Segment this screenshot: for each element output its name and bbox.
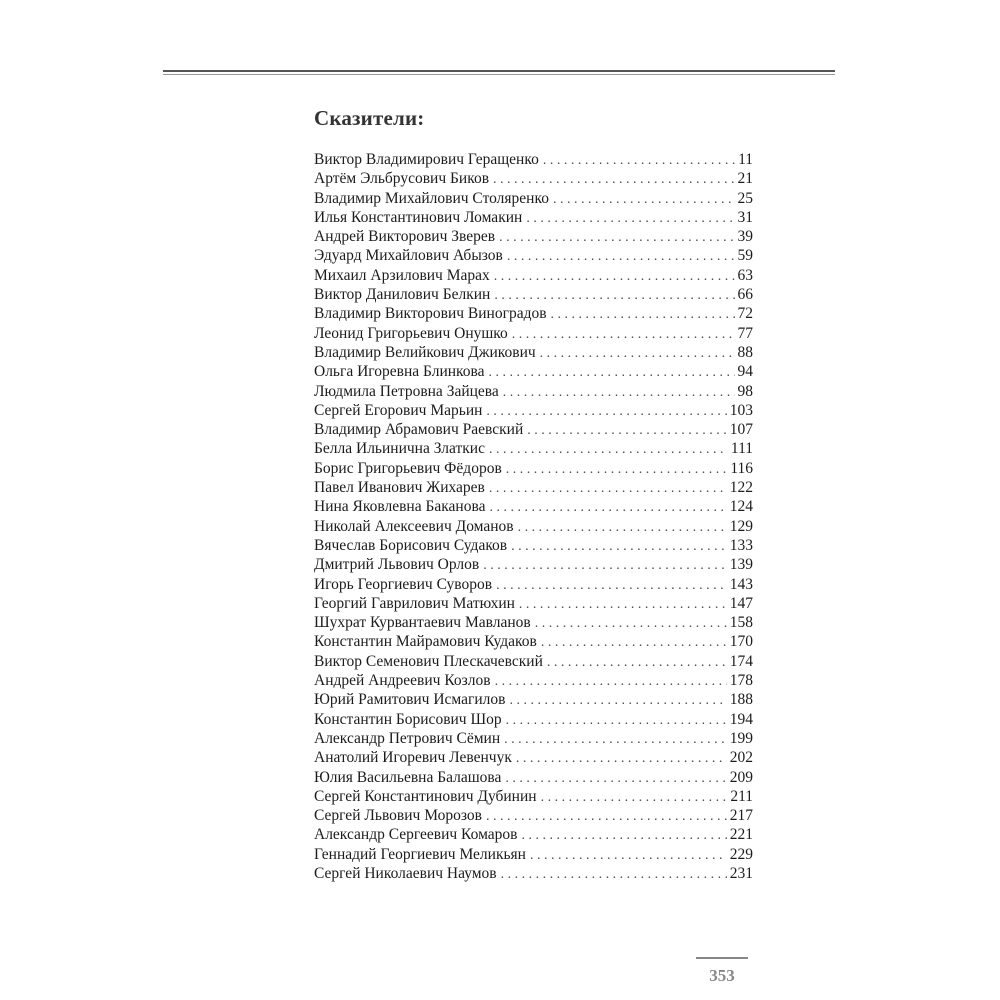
toc-entry-page: 178 (729, 672, 753, 690)
toc-entry-name: Геннадий Георгиевич Меликьян (314, 845, 526, 863)
toc-entry-page: 122 (729, 479, 753, 497)
toc-dot-leader (489, 479, 727, 498)
toc-entry-page: 31 (737, 208, 753, 226)
toc-entry (314, 632, 753, 651)
toc-entry-page: 66 (737, 286, 753, 304)
toc-dot-leader (512, 325, 735, 344)
toc-entry-page: 147 (729, 594, 753, 612)
toc-entry (314, 787, 753, 806)
toc-entry-name: Ольга Игоревна Блинкова (314, 363, 485, 381)
toc-entry-name: Сергей Егорович Марьин (314, 401, 483, 419)
table-of-contents (314, 150, 753, 883)
toc-entry-page: 194 (729, 710, 753, 728)
toc-entry (314, 729, 753, 748)
toc-entry (314, 246, 753, 265)
toc-entry-name: Эдуард Михайлович Абызов (314, 247, 503, 265)
toc-entry-name: Александр Петрович Сёмин (314, 729, 501, 747)
toc-entry-name: Анатолий Игоревич Левенчук (314, 749, 512, 767)
toc-dot-leader (506, 711, 727, 730)
toc-entry-page: 11 (738, 151, 753, 168)
toc-entry-name: Нина Яковлевна Баканова (314, 498, 486, 516)
toc-entry (314, 382, 753, 401)
toc-entry-name: Михаил Арзилович Марах (314, 266, 490, 284)
toc-entry-name: Константин Борисович Шор (314, 710, 502, 728)
toc-entry-page: 188 (729, 691, 753, 709)
toc-dot-leader (486, 402, 726, 421)
toc-entry-name: Сергей Константинович Дубинин (314, 787, 537, 805)
toc-dot-leader (494, 267, 735, 286)
toc-entry (314, 150, 753, 169)
header-rule (163, 70, 835, 72)
toc-entry-name: Людмила Петровна Зайцева (314, 382, 499, 400)
toc-entry-name: Андрей Андреевич Козлов (314, 672, 491, 690)
toc-dot-leader (483, 556, 727, 575)
toc-entry-page: 217 (729, 807, 753, 825)
toc-dot-leader (526, 209, 734, 228)
toc-entry-name: Леонид Григорьевич Онушко (314, 324, 508, 342)
toc-entry-name: Юлия Васильевна Балашова (314, 768, 502, 786)
toc-entry (314, 169, 753, 188)
toc-entry (314, 575, 753, 594)
toc-entry-name: Андрей Викторович Зверев (314, 228, 496, 246)
toc-entry-page: 139 (729, 556, 753, 574)
toc-entry-page: 72 (737, 305, 753, 323)
section-title: Сказители: (314, 106, 425, 130)
toc-entry-name: Артём Эльбрусович Биков (314, 170, 490, 188)
toc-entry-name: Шухрат Курвантаевич Мавланов (314, 614, 531, 632)
toc-dot-leader (509, 691, 726, 710)
toc-dot-leader (540, 344, 735, 363)
toc-entry-name: Владимир Михайлович Столяренко (314, 189, 549, 207)
toc-entry (314, 420, 753, 439)
toc-entry-page: 202 (729, 749, 753, 767)
toc-dot-leader (553, 190, 735, 209)
toc-entry (314, 748, 753, 767)
toc-entry (314, 324, 753, 343)
toc-entry (314, 864, 753, 883)
toc-entry (314, 304, 753, 323)
toc-dot-leader (541, 633, 727, 652)
toc-entry-name: Николай Алексеевич Доманов (314, 517, 514, 535)
toc-dot-leader (496, 576, 727, 595)
toc-dot-leader (535, 614, 727, 633)
toc-dot-leader (507, 247, 735, 266)
toc-dot-leader (489, 363, 735, 382)
toc-dot-leader (543, 151, 735, 170)
toc-dot-leader (501, 865, 727, 884)
toc-entry (314, 652, 753, 671)
toc-entry-name: Сергей Николаевич Наумов (314, 864, 497, 882)
toc-dot-leader (527, 421, 727, 440)
toc-entry-page: 133 (729, 536, 753, 554)
toc-entry-page: 21 (737, 170, 753, 188)
toc-entry-name: Виктор Данилович Белкин (314, 286, 491, 304)
toc-dot-leader (505, 769, 726, 788)
toc-entry-page: 77 (737, 324, 753, 342)
toc-entry (314, 497, 753, 516)
toc-entry-name: Сергей Львович Морозов (314, 807, 482, 825)
toc-entry-name: Дмитрий Львович Орлов (314, 556, 480, 574)
toc-entry-page: 199 (729, 729, 753, 747)
toc-entry (314, 845, 753, 864)
toc-entry-name: Юрий Рамитович Исмагилов (314, 691, 506, 709)
toc-entry-page: 111 (730, 440, 753, 458)
toc-entry-page: 63 (737, 266, 753, 284)
toc-entry-name: Александр Сергеевич Комаров (314, 826, 518, 844)
toc-entry (314, 825, 753, 844)
toc-entry-name: Вячеслав Борисович Судаков (314, 536, 508, 554)
toc-entry (314, 806, 753, 825)
toc-entry (314, 768, 753, 787)
toc-entry (314, 227, 753, 246)
page-number: 353 (709, 966, 735, 985)
toc-dot-leader (518, 518, 727, 537)
toc-dot-leader (541, 788, 728, 807)
toc-entry-page: 59 (737, 247, 753, 265)
toc-entry-page: 158 (729, 614, 753, 632)
toc-entry-page: 231 (729, 864, 753, 882)
toc-entry-name: Константин Майрамович Кудаков (314, 633, 537, 651)
toc-entry-name: Владимир Абрамович Раевский (314, 421, 524, 439)
toc-entry-page: 143 (729, 575, 753, 593)
toc-entry (314, 594, 753, 613)
toc-entry (314, 671, 753, 690)
toc-dot-leader (521, 826, 726, 845)
toc-dot-leader (489, 440, 728, 459)
toc-dot-leader (504, 730, 727, 749)
toc-entry (314, 362, 753, 381)
toc-entry (314, 536, 753, 555)
toc-entry-name: Владимир Викторович Виноградов (314, 305, 547, 323)
toc-entry-name: Игорь Георгиевич Суворов (314, 575, 493, 593)
toc-dot-leader (489, 498, 726, 517)
toc-entry (314, 189, 753, 208)
toc-dot-leader (519, 595, 727, 614)
toc-entry-name: Виктор Владимирович Геращенко (314, 151, 539, 168)
toc-entry-page: 94 (737, 363, 753, 381)
toc-entry-page: 174 (729, 652, 753, 670)
toc-entry-name: Георгий Гаврилович Матюхин (314, 594, 515, 612)
toc-dot-leader (516, 749, 727, 768)
toc-entry (314, 285, 753, 304)
toc-dot-leader (506, 460, 728, 479)
toc-entry-page: 103 (729, 401, 753, 419)
toc-dot-leader (493, 170, 734, 189)
toc-entry (314, 459, 753, 478)
toc-entry (314, 208, 753, 227)
toc-entry (314, 517, 753, 536)
toc-entry-name: Борис Григорьевич Фёдоров (314, 459, 502, 477)
toc-entry (314, 690, 753, 709)
toc-entry-page: 116 (730, 459, 753, 477)
toc-dot-leader (486, 807, 727, 826)
toc-entry-page: 209 (729, 768, 753, 786)
toc-entry-page: 107 (729, 421, 753, 439)
toc-entry (314, 478, 753, 497)
toc-dot-leader (551, 305, 735, 324)
toc-entry-name: Виктор Семенович Плескачевский (314, 652, 543, 670)
toc-entry (314, 266, 753, 285)
toc-entry-name: Владимир Велийкович Джикович (314, 343, 536, 361)
toc-entry-page: 124 (729, 498, 753, 516)
toc-dot-leader (499, 228, 734, 247)
toc-entry (314, 710, 753, 729)
toc-entry-page: 221 (729, 826, 753, 844)
toc-entry-page: 170 (729, 633, 753, 651)
toc-entry-name: Павел Иванович Жихарев (314, 479, 485, 497)
toc-entry-page: 88 (737, 343, 753, 361)
toc-entry-page: 98 (737, 382, 753, 400)
toc-entry-name: Белла Ильинична Златкис (314, 440, 485, 458)
toc-dot-leader (503, 383, 735, 402)
toc-entry (314, 613, 753, 632)
toc-dot-leader (547, 653, 727, 672)
toc-entry-name: Илья Константинович Ломакин (314, 208, 523, 226)
toc-dot-leader (530, 846, 727, 865)
toc-entry-page: 129 (729, 517, 753, 535)
toc-entry (314, 343, 753, 362)
toc-entry (314, 439, 753, 458)
toc-dot-leader (494, 286, 734, 305)
toc-entry (314, 401, 753, 420)
toc-entry (314, 555, 753, 574)
toc-entry-page: 229 (729, 845, 753, 863)
toc-entry-page: 39 (737, 228, 753, 246)
footer-rule (696, 957, 748, 959)
toc-dot-leader (511, 537, 727, 556)
toc-entry-page: 211 (730, 787, 753, 805)
toc-dot-leader (495, 672, 727, 691)
toc-entry-page: 25 (737, 189, 753, 207)
